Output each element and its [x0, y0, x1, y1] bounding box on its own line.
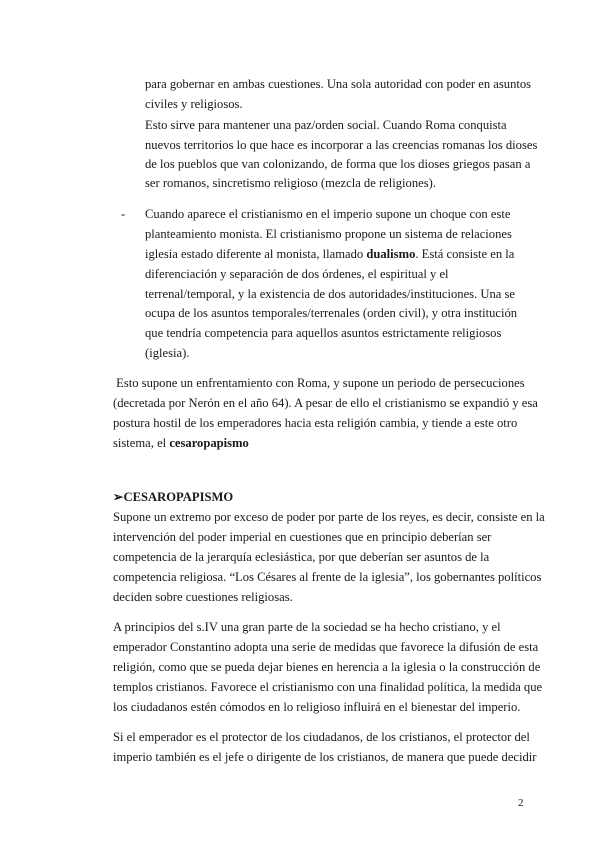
term-cesaropapismo: cesaropapismo: [169, 436, 249, 450]
text-line: Supone un extremo por exceso de poder por parte de los reyes, es decir, consiste en la: [113, 510, 545, 524]
text-line: de los pueblos que van colonizando, de forma que los dioses griegos pasan a: [145, 157, 531, 171]
text-line: intervención del poder imperial en cuestiones que en principio deberían ser: [113, 530, 492, 544]
text-line: Cuando aparece el cristianismo en el imperio supone un choque con este: [145, 207, 511, 221]
text-line: ocupa de los asuntos temporales/terrenales (orden civil), y otra institución: [145, 306, 518, 320]
text-line: nuevos territorios lo que hace es incorporar a las creencias romanas los dioses: [145, 138, 538, 152]
page-number: 2: [518, 797, 524, 809]
text-span: sistema, el: [113, 436, 170, 450]
text-line: emperador Constantino adopta una serie de medidas que favorece la difusión de esta: [113, 640, 539, 654]
term-dualismo: dualismo: [366, 247, 416, 261]
text-span: iglesia estado diferente al monista, llamado: [145, 247, 367, 261]
text-line: Esto supone un enfrentamiento con Roma, y supone un periodo de persecuciones: [113, 376, 525, 390]
text-line: terrenal/temporal, y la existencia de dos autoridades/instituciones. Una se: [145, 287, 515, 301]
text-line: Si el emperador es el protector de los ciudadanos, de los cristianos, el protector del: [113, 730, 530, 744]
text-line: (decretada por Nerón en el año 64). A pesar de ello el cristianismo se expandió y esa: [113, 396, 538, 410]
text-line: Esto sirve para mantener una paz/orden social. Cuando Roma conquista: [145, 118, 507, 132]
text-line: competencia religiosa. “Los Césares al frente de la iglesia”, los gobernantes políticos: [113, 570, 542, 584]
text-line: que tendría competencia para aquellos asuntos estrictamente religiosos: [145, 326, 502, 340]
text-line: deciden sobre cuestiones religiosas.: [113, 590, 293, 604]
text-line: los ciudadanos estén cómodos en lo religioso influirá en el bienestar del imperio.: [113, 700, 521, 714]
text-line: postura hostil de los emperadores hacia esta religión cambia, y tiende a este otro: [113, 416, 518, 430]
text-line: planteamiento monista. El cristianismo propone un sistema de relaciones: [145, 227, 512, 241]
text-line: templos cristianos. Favorece el cristianismo con una finalidad política, la medida que: [113, 680, 543, 694]
text-line: [145, 246, 514, 263]
text-line: ser romanos, sincretismo religioso (mezcla de religiones).: [145, 176, 436, 190]
text-line: competencia de la jerarquía eclesiástica, por que deberían ser asuntos de la: [113, 550, 490, 564]
text-line: [113, 435, 249, 452]
text-line: A principios del s.IV una gran parte de la sociedad se ha hecho cristiano, y el: [113, 620, 501, 634]
text-line: imperio también es el jefe o dirigente de los cristianos, de manera que puede decidir: [113, 750, 537, 764]
text-line: (iglesia).: [145, 346, 190, 360]
text-span: . Está consiste en la: [415, 247, 515, 261]
text-line: diferenciación y separación de dos órdenes, el espiritual y el: [145, 267, 449, 281]
text-line: para gobernar en ambas cuestiones. Una sola autoridad con poder en asuntos: [145, 77, 532, 91]
section-heading: ➢CESAROPAPISMO: [113, 490, 234, 504]
text-line: religión, como que se pueda dejar bienes en herencia a la iglesia o la construcción de: [113, 660, 541, 674]
bullet-marker: -: [121, 207, 126, 221]
text-line: civiles y religiosos.: [145, 97, 243, 111]
